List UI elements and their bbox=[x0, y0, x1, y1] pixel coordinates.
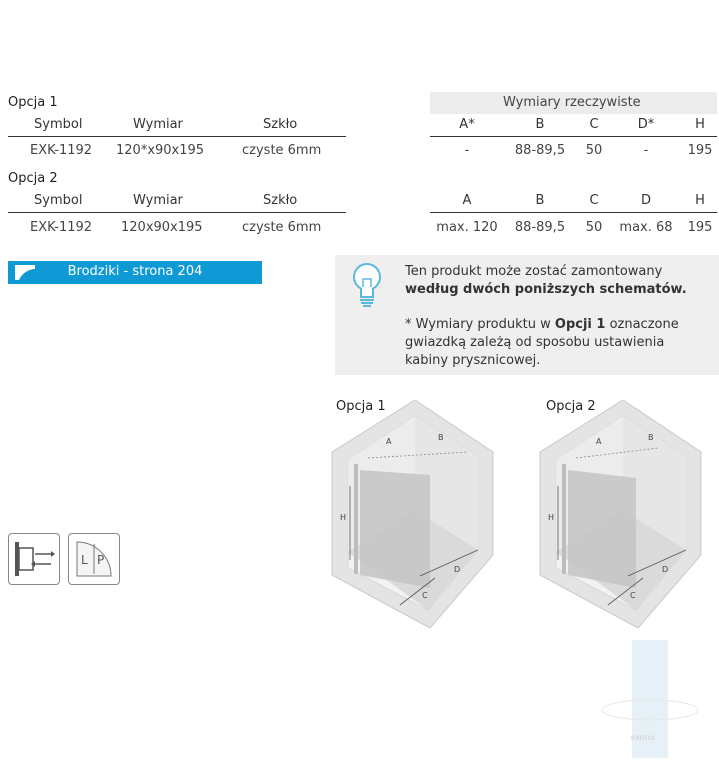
actual-dims-title: Wymiary rzeczywiste bbox=[503, 95, 641, 110]
option2-dim-header-a: A bbox=[462, 193, 472, 208]
shower-trays-banner-label: Brodziki - strona 204 bbox=[67, 264, 203, 279]
option1-dim-header-a: A* bbox=[459, 117, 475, 132]
diagram2-letter-c: C bbox=[630, 591, 636, 600]
option2-dim-value-b: 88-89,5 bbox=[514, 220, 566, 235]
diagram-option1 bbox=[330, 400, 495, 630]
diagram-option1-label: Opcja 1 bbox=[336, 399, 386, 414]
lp-right-letter: P bbox=[97, 553, 105, 567]
info-line2: według dwóch poniższych schematów. bbox=[405, 282, 687, 297]
diagram1-letter-b: B bbox=[438, 433, 444, 442]
option1-header-glass: Szkło bbox=[263, 117, 298, 132]
option2-dim-value-a: max. 120 bbox=[436, 220, 498, 235]
option1-dim-header-b: B bbox=[535, 117, 545, 132]
option1-header-dimension: Wymiar bbox=[133, 117, 183, 132]
option2-dimension: 120x90x195 bbox=[121, 220, 203, 235]
option1-glass: czyste 6mm bbox=[242, 143, 322, 158]
option1-dim-header-c: C bbox=[589, 117, 599, 132]
left-right-icon-box bbox=[68, 533, 120, 585]
shower-trays-banner[interactable] bbox=[8, 261, 262, 284]
option2-title: Opcja 2 bbox=[8, 171, 58, 186]
lp-left-letter: L bbox=[81, 553, 88, 567]
diagram2-letter-d: D bbox=[662, 565, 669, 574]
option2-dim-header-c: C bbox=[589, 193, 599, 208]
wall-mount-icon bbox=[9, 534, 59, 584]
option1-header-symbol: Symbol bbox=[34, 117, 83, 132]
reversible-lp-icon bbox=[69, 534, 119, 584]
option2-symbol: EXK-1192 bbox=[30, 220, 93, 235]
option2-dim-value-d: max. 68 bbox=[619, 220, 673, 235]
option2-dim-header-d: D bbox=[640, 193, 651, 208]
info-note-line2: gwiazdką zależą od sposobu ustawienia bbox=[405, 335, 665, 350]
option1-dim-value-c: 50 bbox=[585, 143, 603, 158]
option1-dim-value-d: - bbox=[643, 143, 649, 158]
lightbulb-icon bbox=[345, 257, 389, 311]
diagram2-letter-a: A bbox=[596, 437, 602, 446]
option1-dim-value-a: - bbox=[464, 143, 470, 158]
mounting-type-icon-box bbox=[8, 533, 60, 585]
diagram1-letter-c: C bbox=[422, 591, 428, 600]
option1-dimension: 120*x90x195 bbox=[116, 143, 205, 158]
diagram2-letter-b: B bbox=[648, 433, 654, 442]
option2-dim-value-h: 195 bbox=[687, 220, 713, 235]
option1-dim-value-b: 88-89,5 bbox=[514, 143, 566, 158]
info-box bbox=[335, 255, 719, 375]
option2-dims-rule bbox=[430, 212, 717, 213]
info-note-line3: kabiny prysznicowej. bbox=[405, 353, 541, 368]
diagram1-letter-h: H bbox=[340, 513, 347, 522]
option2-glass: czyste 6mm bbox=[242, 220, 322, 235]
option1-dim-header-h: H bbox=[695, 117, 705, 132]
option1-dim-header-d: D* bbox=[637, 117, 655, 132]
option2-dim-value-c: 50 bbox=[585, 220, 603, 235]
option1-rule bbox=[8, 136, 346, 137]
info-line1: Ten produkt może zostać zamontowany bbox=[405, 264, 663, 279]
watermark-text: vannu bbox=[630, 733, 655, 742]
option2-dim-header-h: H bbox=[695, 193, 705, 208]
info-note-line1 bbox=[405, 316, 679, 334]
diagram1-letter-d: D bbox=[454, 565, 461, 574]
diagram1-letter-a: A bbox=[386, 437, 392, 446]
diagram-option2 bbox=[538, 400, 703, 630]
option2-rule bbox=[8, 212, 346, 213]
option1-dim-value-h: 195 bbox=[687, 143, 713, 158]
option2-header-dimension: Wymiar bbox=[133, 193, 183, 208]
diagram-option2-label: Opcja 2 bbox=[546, 399, 596, 414]
info-note-bold: Opcji 1 bbox=[554, 317, 606, 332]
option2-dim-header-b: B bbox=[535, 193, 545, 208]
option1-dims-rule bbox=[430, 136, 717, 137]
watermark-logo bbox=[600, 640, 710, 765]
info-note-start: * Wymiary produktu w bbox=[405, 317, 555, 332]
info-note-rest: oznaczone bbox=[605, 317, 679, 332]
diagram2-letter-h: H bbox=[548, 513, 555, 522]
option1-title: Opcja 1 bbox=[8, 95, 58, 110]
option2-header-glass: Szkło bbox=[263, 193, 298, 208]
option2-header-symbol: Symbol bbox=[34, 193, 83, 208]
option1-symbol: EXK-1192 bbox=[30, 143, 93, 158]
